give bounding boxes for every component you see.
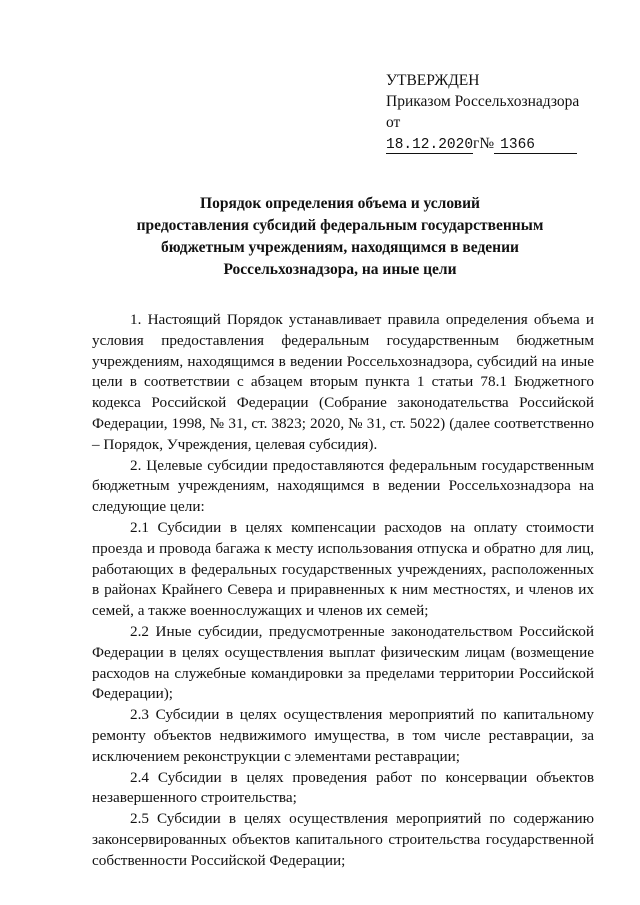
title-line: бюджетным учреждениям, находящимся в ведении xyxy=(161,239,519,256)
paragraph-2: 2. Целевые субсидии предоставляются федеральным государственным бюджетным учреждениям, находящимся в ведении Россельхознадзора на следующие цели: xyxy=(92,456,594,516)
title-line: предоставления субсидий федеральным государственным xyxy=(136,217,544,234)
document-title xyxy=(80,193,600,281)
approval-heading: УТВЕРЖДЕН xyxy=(386,72,480,89)
approval-date-line xyxy=(386,133,579,154)
approval-number: 1366 xyxy=(494,137,577,154)
title-line: Россельхознадзора, на иные цели xyxy=(223,261,457,278)
title-line: Порядок определения объема и условий xyxy=(200,195,480,212)
paragraph-2-2: 2.2 Иные субсидии, предусмотренные законодательством Российской Федерации в целях осуществления выплат физическим лицам (возмещение расходов на служебные командировки за пределами территории Российской Федерации); xyxy=(92,622,594,703)
paragraph-2-4: 2.4 Субсидии в целях проведения работ по консервации объектов незавершенного строительства; xyxy=(92,768,594,807)
approval-number-label: г№ xyxy=(473,135,495,152)
approval-from-label: от xyxy=(386,114,401,131)
approval-block xyxy=(386,70,579,154)
paragraph-1: 1. Настоящий Порядок устанавливает правила определения объема и условия предоставления федеральным государственным бюджетным учреждениям, находящимся в ведении Россельхознадзора, субсидий на иные цели в соответствии с абзацем вторым пункта 1 статьи 78.1 Бюджетного кодекса Российской Федерации (Собрание законодательства Российской Федерации, 1998, № 31, ст. 3823; 2020, № 31, ст. 5022) (далее соответственно – Порядок, Учреждения, целевая субсидия). xyxy=(92,311,594,453)
approval-date: 18.12.2020 xyxy=(386,137,474,153)
approval-order-line: Приказом Россельхознадзора xyxy=(386,93,580,110)
paragraph-2-1: 2.1 Субсидии в целях компенсации расходов на оплату стоимости проезда и провода багажа к месту использования отпуска и обратно для лиц, работающих в федеральных государственных учреждениях, расположенных в районах Крайнего Севера и приравненных к ним местностях, и членов их семей, а также военнослужащих и членов их семей; xyxy=(92,518,594,620)
document-body xyxy=(92,310,594,872)
paragraph-2-5: 2.5 Субсидии в целях осуществления мероприятий по содержанию законсервированных объектов капитального строительства государственной собственности Российской Федерации; xyxy=(92,810,594,869)
paragraph-2-3: 2.3 Субсидии в целях осуществления мероприятий по капитальному ремонту объектов недвижимого имущества, в том числе реставрации, за исключением реконструкции с элементами реставрации; xyxy=(92,706,594,765)
